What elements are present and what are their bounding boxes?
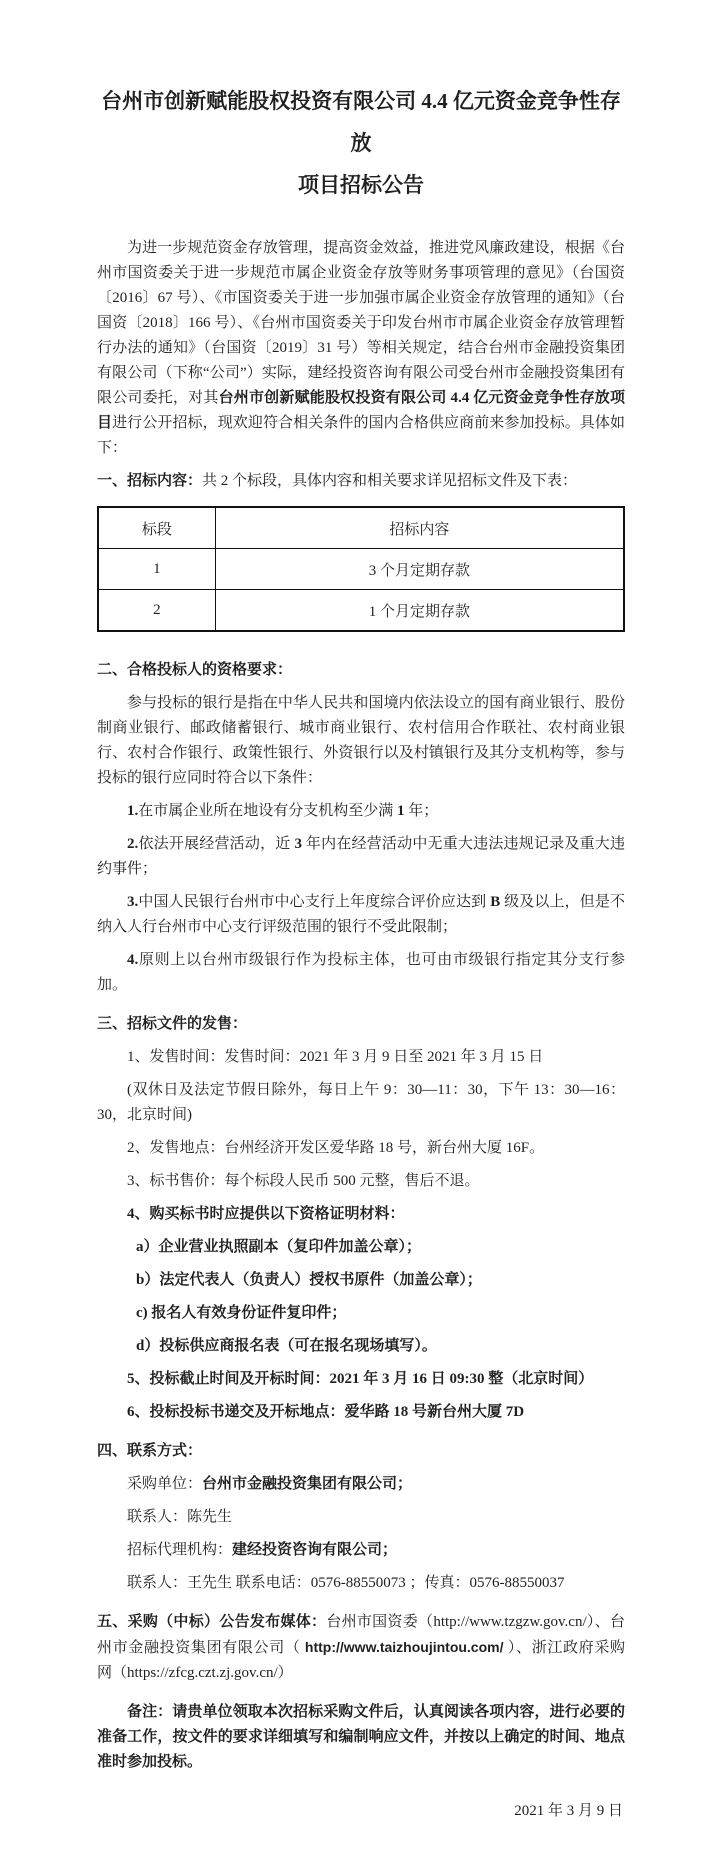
submission-location-item: 6、投标投标书递交及开标地点：爱华路 18 号新台州大厦 7D [127, 1404, 525, 1420]
agency-line: 招标代理机构：建经投资咨询有限公司； [127, 1542, 398, 1558]
tender-table [97, 506, 625, 632]
qualification-intro: 参与投标的银行是指在中华人民共和国境内依法设立的国有商业银行、股份制商业银行、邮政储蓄银行、城市商业银行、农村信用合作联社、农村商业银行、农村合作银行、政策性银行、外资银行以及村镇银行及其分支机构等，参与投标的银行应同时符合以下条件： [97, 695, 625, 786]
deadline-item: 5、投标截止时间及开标时间：2021 年 3 月 16 日 09:30 整（北京时间） [127, 1371, 594, 1387]
intro-paragraph: 为进一步规范资金存放管理，提高资金效益，推进党风廉政建设，根据《台州市国资委关于进一步规范市属企业资金存放等财务事项管理的意见》（台国资〔2016〕67 号）、《市国资委关于进一步加强市属企业资金存放管理的通知》（台国资〔2018〕166 号）、《台州市国资委关于印发台州市市属企业资金存放管理暂行办法的通知》（台国资〔2019〕31 号）等相关规定，结合台州市金融投资集团有限公司（下称“公司”）实际，建经投资咨询有限公司受台州市金融投资集团有限公司委托，对其台州市创新赋能股权投资有限公司 4.4 亿元资金竞争性存放项目进行公开招标，现欢迎符合相关条件的国内合格供应商前来参加投标。具体如下： [97, 240, 625, 456]
title-line-1: 台州市创新赋能股权投资有限公司 4.4 亿元资金竞争性存放 [101, 89, 621, 155]
section-4-heading: 四、联系方式： [97, 1443, 203, 1459]
qualification-item-3: 3.中国人民银行台州市中心支行上年度综合评价应达到 B 级及以上，但是不纳入人行台州市中心支行评级范围的银行不受此限制； [97, 894, 625, 935]
material-sub-item-c: c) 报名人有效身份证件复印件； [136, 1305, 347, 1321]
sale-time-item: 1、发售时间：发售时间：2021 年 3 月 9 日至 2021 年 3 月 15 日 [127, 1049, 544, 1065]
sale-location-item: 2、发售地点：台州经济开发区爱华路 18 号，新台州大厦 16F。 [127, 1140, 545, 1156]
document-title [97, 80, 625, 206]
materials-item: 4、购买标书时应提供以下资格证明材料： [127, 1206, 405, 1222]
material-sub-item-b: b）法定代表人（负责人）授权书原件（加盖公章）； [136, 1272, 482, 1288]
table-cell-content-2: 1 个月定期存款 [215, 590, 624, 632]
section-5-paragraph: 五、采购（中标）公告发布媒体：台州市国资委（http://www.tzgzw.gov.cn/）、台州市金融投资集团有限公司（ http://www.taizhoujintou.com/ ）、浙江政府采购网（https://zfcg.czt.zj.gov.cn/） [97, 1614, 625, 1681]
section-3-heading: 三、招标文件的发售： [97, 1016, 248, 1032]
material-sub-item-a: a）企业营业执照副本（复印件加盖公章）； [136, 1239, 422, 1255]
qualification-item-4: 4.原则上以台州市级银行作为投标主体，也可由市级银行指定其分支行参加。 [97, 952, 625, 993]
table-row-1 [98, 549, 624, 590]
document-date: 2021 年 3 月 9 日 [514, 1803, 623, 1819]
qualification-item-2: 2.依法开展经营活动，近 3 年内在经营活动中无重大违法违规记录及重大违约事件； [97, 836, 625, 877]
table-cell-section-2: 2 [98, 590, 215, 632]
table-cell-content-1: 3 个月定期存款 [215, 549, 624, 590]
contact-person-line-1: 联系人：陈先生 [127, 1509, 233, 1525]
section-2-heading: 二、合格投标人的资格要求： [97, 662, 293, 678]
document-price-item: 3、标书售价：每个标段人民币 500 元整，售后不退。 [127, 1173, 480, 1189]
table-header-cell-section: 标段 [98, 507, 215, 549]
table-header-row [98, 507, 624, 549]
remark-paragraph: 备注：请贵单位领取本次招标采购文件后，认真阅读各项内容，进行必要的准备工作，按文件的要求详细填写和编制响应文件，并按以上确定的时间、地点准时参加投标。 [97, 1704, 625, 1770]
section-1-heading: 一、招标内容：共 2 个标段，具体内容和相关要求详见招标文件及下表： [97, 473, 578, 489]
contact-person-line-2: 联系人：王先生 联系电话：0576-88550073 ；传真：0576-88550037 [127, 1575, 565, 1591]
qualification-item-1: 1.在市属企业所在地设有分支机构至少满 1 年； [127, 803, 439, 819]
purchaser-line: 采购单位：台州市金融投资集团有限公司； [127, 1476, 413, 1492]
table-header-cell-content: 招标内容 [215, 507, 624, 549]
sale-time-note: (双休日及法定节假日除外，每日上午 9：30—11：30，下午 13：30—16：30，北京时间) [97, 1082, 625, 1123]
title-line-2: 项目招标公告 [298, 173, 424, 197]
table-cell-section-1: 1 [98, 549, 215, 590]
material-sub-item-d: d）投标供应商报名表（可在报名现场填写）。 [136, 1338, 437, 1354]
table-row-2 [98, 590, 624, 632]
